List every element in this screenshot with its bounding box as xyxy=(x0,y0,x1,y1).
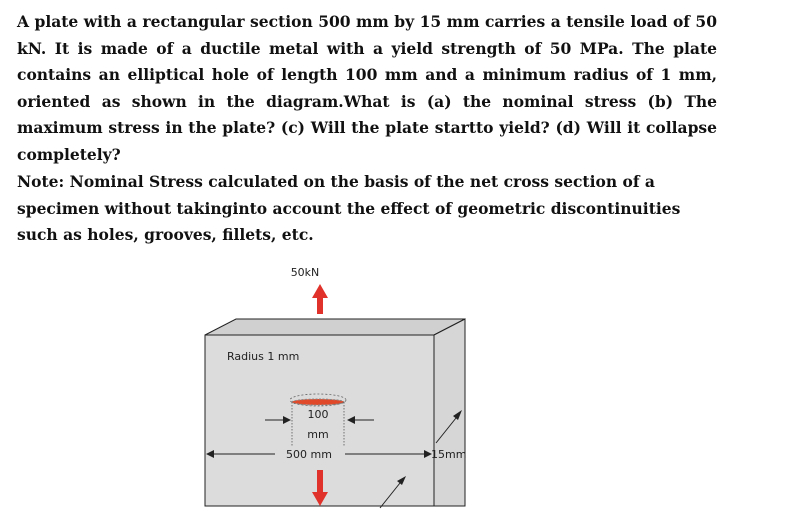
width-label: 500 mm xyxy=(286,448,332,461)
hole-length-value: 100 xyxy=(307,408,329,421)
radius-label: Radius 1 mm xyxy=(227,350,300,363)
thickness-label: 15mm xyxy=(431,448,467,461)
plate-diagram xyxy=(190,258,500,528)
note-paragraph: Note: Nominal Stress calculated on the basis of the net cross section of a specimen without takinginto account the effect of geometric discontinuities such as holes, grooves, fillets, etc. xyxy=(17,172,681,244)
hole-length-unit: mm xyxy=(307,428,329,441)
problem-statement: A plate with a rectangular section 500 mm by 15 mm carries a tensile load of 50 kN. It is made of a ductile metal with a yield strength of 50 MPa. The plate contains an elliptical hole of length 100 mm and a minimum radius of 1 mm, oriented as shown in the diagram.What is (a) the nominal stress (b) The maximum stress in the plate? (c) Will the plate startto yield? (d) Will it collapse completely? xyxy=(17,12,717,164)
load-label: 50kN xyxy=(290,266,320,279)
load-arrow-up xyxy=(312,284,328,314)
elliptical-hole xyxy=(292,399,344,405)
plate-top-face xyxy=(205,319,465,335)
